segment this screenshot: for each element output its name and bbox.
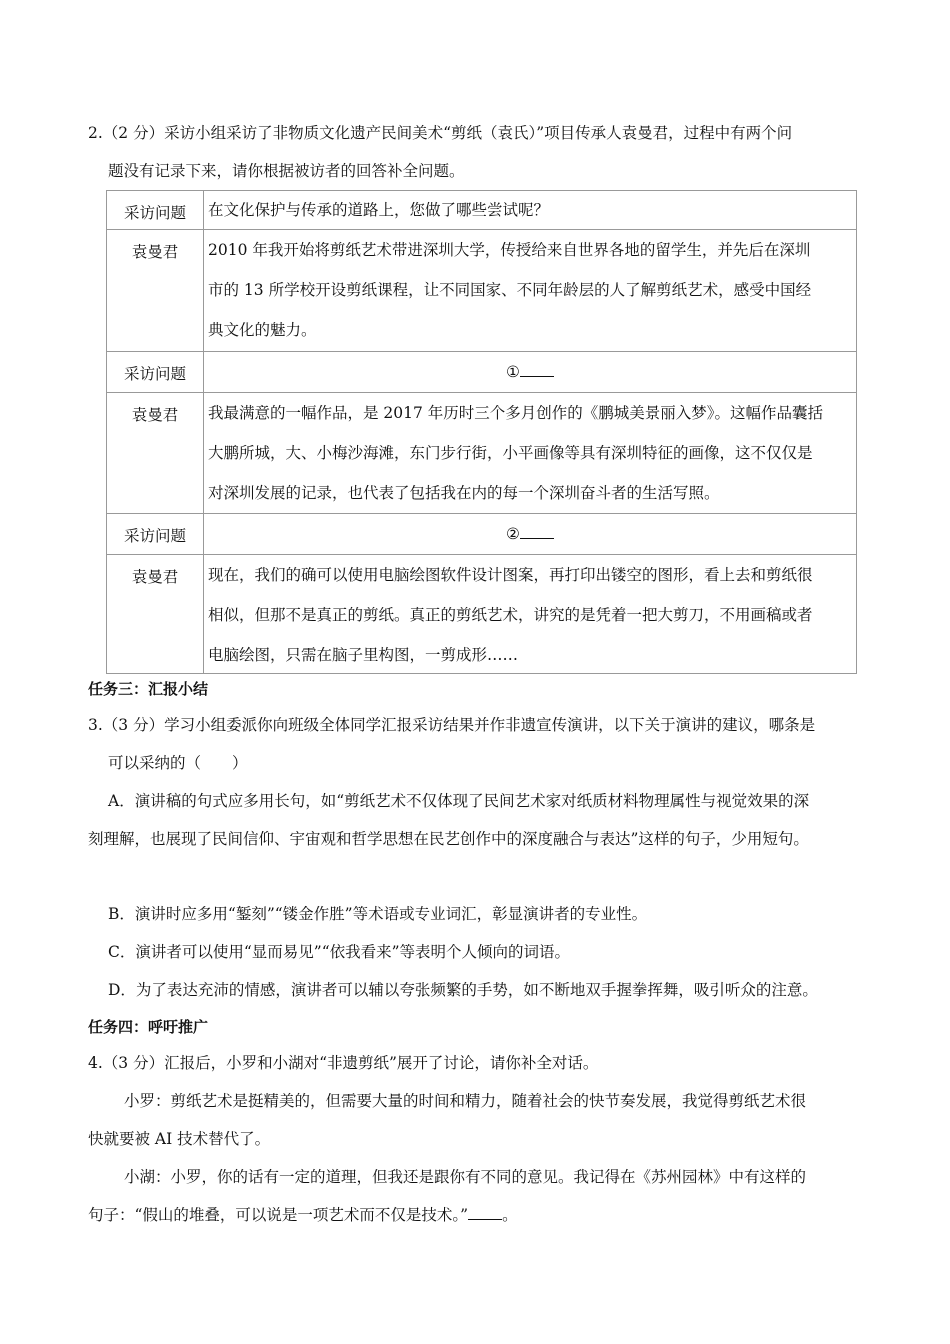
table-row: [107, 514, 857, 555]
q2-stem-line1: 2.（2 分）采访小组采访了非物质文化遗产民间美术“剪纸（袁氏）”项目传承人袁曼君，过程中有两个问: [88, 124, 793, 142]
circled-number-1: ①: [506, 363, 520, 381]
question-label: 采访问题: [123, 527, 186, 545]
circled-number-2: ②: [506, 525, 520, 543]
option-d[interactable]: D．为了表达充沛的情感，演讲者可以辅以夸张频繁的手势，如不断地双手握拳挥舞，吸引听众的注意。: [108, 981, 818, 999]
option-b[interactable]: B．演讲时应多用“錾刻”“镂金作胜”等术语或专业词汇，彰显演讲者的专业性。: [108, 905, 648, 923]
answerer-label: 袁曼君: [131, 568, 179, 586]
option-a-line1[interactable]: A．演讲稿的句式应多用长句，如“剪纸艺术不仅体现了民间艺术家对纸质材料物理属性与视觉效果的深: [108, 792, 810, 810]
answer-line: 我最满意的一幅作品，是 2017 年历时三个多月创作的《鹏城美景丽入梦》。这幅作品囊括: [208, 404, 824, 422]
blank-question-2[interactable]: [204, 514, 857, 555]
dialogue-xiaohu-line1: 小湖：小罗，你的话有一定的道理，但我还是跟你有不同的意见。我记得在《苏州园林》中有这样的: [124, 1168, 807, 1186]
answer-blank-q4[interactable]: [468, 1205, 502, 1220]
answer-line: 对深圳发展的记录，也代表了包括我在内的每一个深圳奋斗者的生活写照。: [208, 484, 720, 502]
answer-line: 典文化的魅力。: [208, 321, 317, 339]
option-c[interactable]: C．演讲者可以使用“显而易见”“依我看来”等表明个人倾向的词语。: [108, 943, 571, 961]
table-row: [107, 555, 857, 674]
interview-table: [106, 190, 857, 674]
q3-stem-line1: 3.（3 分）学习小组委派你向班级全体同学汇报采访结果并作非遗宣传演讲，以下关于演讲的建议，哪条是: [88, 716, 816, 734]
dialogue-xiaohu-line2: [88, 1204, 518, 1226]
option-a-line2[interactable]: 刻理解，也展现了民间信仰、宇宙观和哲学思想在民艺创作中的深度融合与表达”这样的句子，少用短句。: [88, 830, 809, 848]
answer-line: 2010 年我开始将剪纸艺术带进深圳大学，传授给来自世界各地的留学生，并先后在深圳: [208, 241, 811, 259]
task4-heading: 任务四：呼吁推广: [88, 1018, 209, 1036]
dialogue-xiaoluo-line1: 小罗：剪纸艺术是挺精美的，但需要大量的时间和精力，随着社会的快节奏发展，我觉得剪纸艺术很: [124, 1092, 807, 1110]
dialogue-xiaohu-text: 句子：“假山的堆叠，可以说是一项艺术而不仅是技术。”: [88, 1206, 469, 1224]
answer-line: 相似，但那不是真正的剪纸。真正的剪纸艺术，讲究的是凭着一把大剪刀，不用画稿或者: [208, 606, 813, 624]
q2-stem-line2: 题没有记录下来，请你根据被访者的回答补全问题。: [108, 162, 465, 180]
answer-blank-2[interactable]: [520, 524, 554, 539]
task3-heading: 任务三：汇报小结: [88, 680, 209, 698]
answer-blank-1[interactable]: [520, 362, 554, 377]
question-text: 在文化保护与传承的道路上，您做了哪些尝试呢？: [208, 201, 550, 219]
answerer-label: 袁曼君: [131, 243, 179, 261]
table-row: [107, 230, 857, 352]
row-label: [107, 352, 204, 393]
row-label: [107, 514, 204, 555]
row-label: [107, 393, 204, 514]
q4-stem: 4.（3 分）汇报后，小罗和小湖对“非遗剪纸”展开了讨论，请你补全对话。: [88, 1054, 599, 1072]
row-content: [204, 555, 857, 674]
answerer-label: 袁曼君: [131, 406, 179, 424]
answer-line: 市的 13 所学校开设剪纸课程，让不同国家、不同年龄层的人了解剪纸艺术，感受中国经: [208, 281, 812, 299]
table-row: [107, 352, 857, 393]
table-row: [107, 393, 857, 514]
row-content: [204, 230, 857, 352]
dialogue-xiaoluo-line2: 快就要被 AI 技术替代了。: [88, 1130, 271, 1148]
question-label: 采访问题: [123, 204, 186, 222]
question-label: 采访问题: [123, 365, 186, 383]
q3-stem-line2: 可以采纳的（ ）: [108, 754, 248, 772]
row-label: [107, 230, 204, 352]
row-content: [204, 393, 857, 514]
answer-line: 大鹏所城，大、小梅沙海滩，东门步行街，小平画像等具有深圳特征的画像，这不仅仅是: [208, 444, 813, 462]
table-row: [107, 191, 857, 230]
row-label: [107, 555, 204, 674]
row-content: [204, 191, 857, 230]
blank-question-1[interactable]: [204, 352, 857, 393]
row-label: [107, 191, 204, 230]
answer-line: 电脑绘图，只需在脑子里构图，一剪成形……: [208, 646, 519, 664]
sentence-end: 。: [502, 1206, 518, 1224]
answer-line: 现在，我们的确可以使用电脑绘图软件设计图案，再打印出镂空的图形，看上去和剪纸很: [208, 566, 813, 584]
